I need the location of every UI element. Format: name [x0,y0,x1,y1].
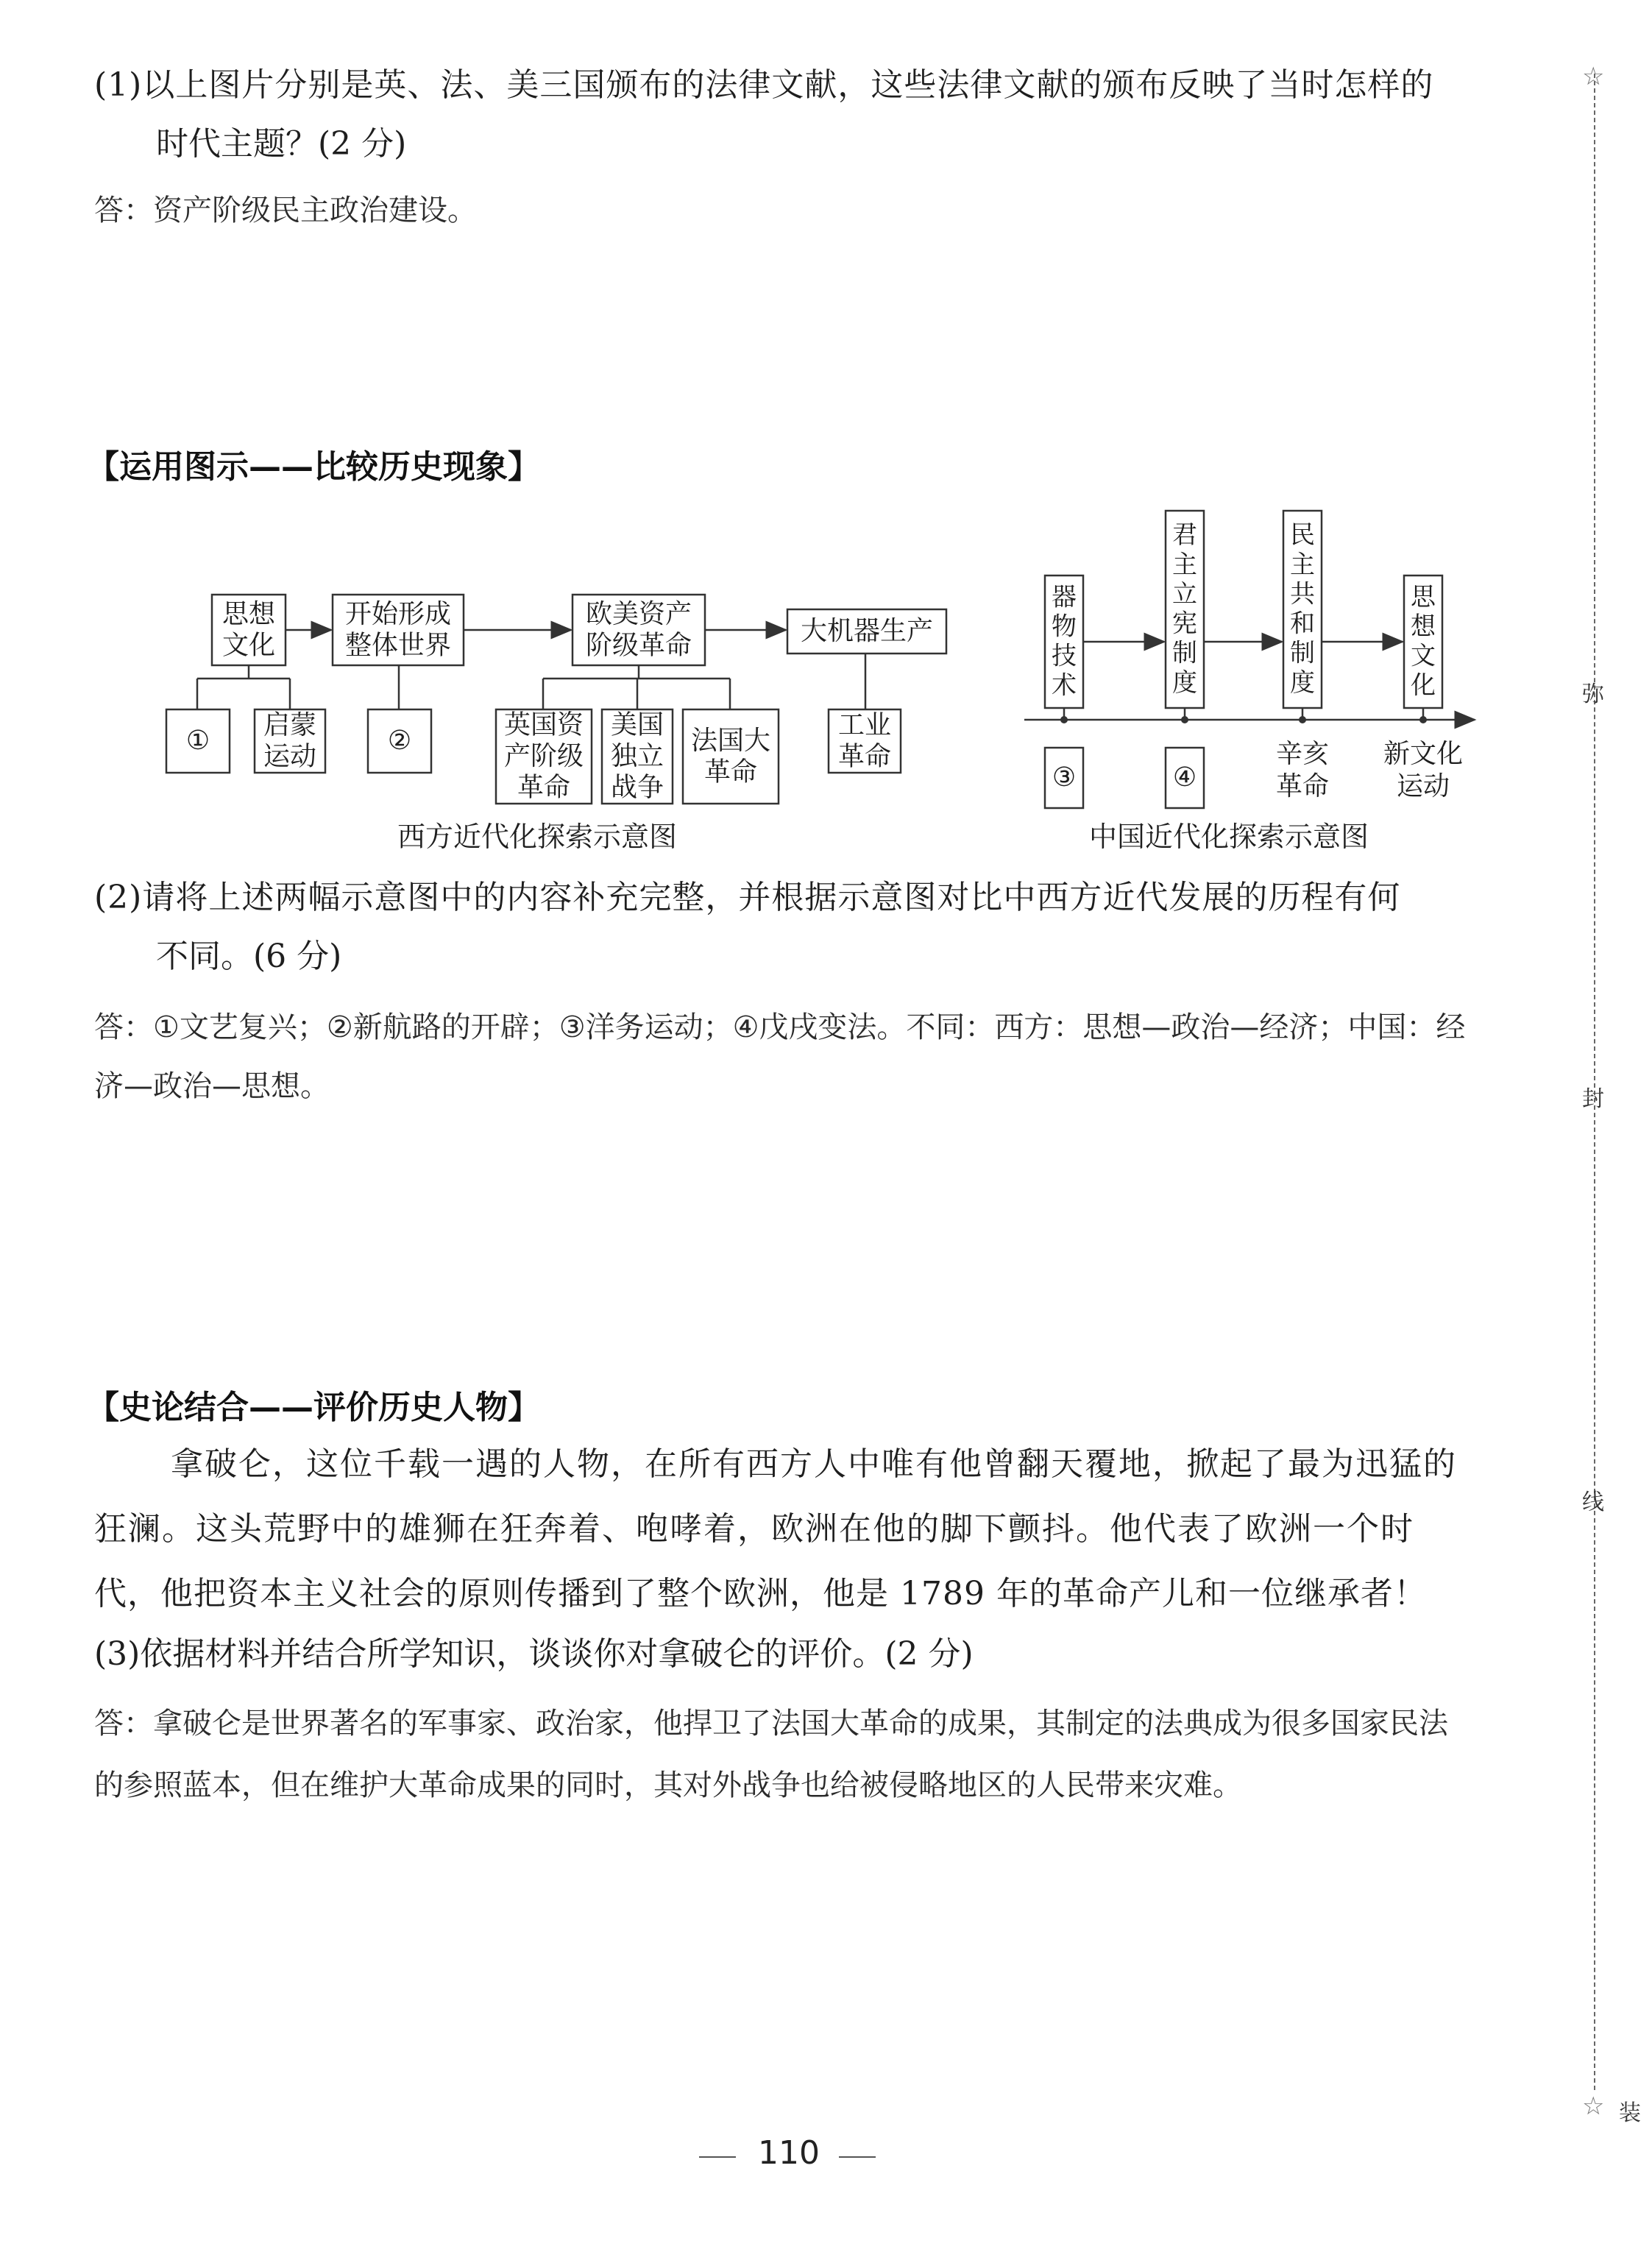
west-sub-box-1 [166,709,230,773]
margin-char-2: 封 [1582,1086,1604,1112]
west-sub-box-5-text: 独立 [610,741,664,772]
china-event-1: 革命 [1275,771,1330,801]
china-caption: 中国近代化探索示意图 [1089,821,1369,853]
china-top-box-4 [1404,576,1442,708]
west-sub-box-4-text: 革命 [517,772,571,803]
china-top-box-1-text: 技 [1052,641,1077,671]
west-top-box-1 [212,595,286,665]
china-top-box-2 [1166,511,1204,708]
china-top-box-3-text: 和 [1290,609,1315,639]
passage-line3: 代，他把资本主义社会的原则传播到了整个欧洲，他是 1789 年的革命产儿和一位继承者！ [94,1575,1427,1612]
margin-char-4: 装 [1619,2100,1641,2126]
west-sub-box-5 [602,709,673,804]
west-top-box-1-text: 思想 [221,598,276,629]
west-top-box-2-text: 整体世界 [344,630,452,661]
west-diagram [166,595,946,804]
timeline-dot [1060,716,1068,723]
china-top-box-3-text: 制 [1290,638,1315,668]
china-top-box-1-text: 物 [1052,612,1077,642]
china-top-box-3-text: 共 [1290,579,1315,609]
west-sub-box-4-text: 英国资 [503,709,584,740]
china-top-box-2-text: 度 [1172,667,1197,698]
passage-line1: 拿破仑，这位千载一遇的人物，在所有西方人中唯有他曾翻天覆地，掀起了最为迅猛的 [171,1445,1457,1483]
west-sub-box-3 [368,709,431,773]
page-number: 110 [758,2134,820,2172]
west-sub-box-7 [829,709,901,773]
q2-line2: 不同。(6 分) [156,938,342,975]
q1-line1: (1)以上图片分别是英、法、美三国颁布的法律文献，这些法律文献的颁布反映了当时怎样的 [94,66,1434,104]
west-caption: 西方近代化探索示意图 [397,821,678,853]
china-top-box-3-text: 民 [1290,520,1315,550]
west-sub-box-5-text: 美国 [610,709,664,740]
china-bottom-box-2 [1166,748,1204,808]
china-top-box-3 [1283,511,1322,708]
q1-line2: 时代主题？(2 分) [156,125,407,163]
china-top-box-4-text: 想 [1411,612,1436,642]
west-top-box-3-text: 阶级革命 [585,630,692,661]
timeline-dot [1299,716,1306,723]
china-bottom-box-2-text: ④ [1172,762,1197,793]
west-top-box-1-text: 文化 [221,630,276,661]
q3-answer [94,1693,1448,1816]
q2-answer [94,998,1465,1116]
timeline-dot [1419,716,1427,723]
west-sub-box-7-text: 革命 [837,741,892,772]
china-top-box-2-text: 制 [1172,638,1197,668]
west-top-box-2 [333,595,464,665]
west-sub-box-4-text: 产阶级 [503,741,584,772]
china-top-box-2-text: 君 [1172,520,1197,550]
timeline-dot [1181,716,1188,723]
section1-title: 【运用图示——比较历史现象】 [87,448,540,486]
west-top-box-3 [572,595,705,665]
china-bottom-box-1-text: ③ [1052,762,1077,793]
q3-question: (3)依据材料并结合所学知识，谈谈你对拿破仑的评价。(2 分) [94,1635,974,1673]
section2-title: 【史论结合——评价历史人物】 [87,1389,540,1426]
china-top-box-1-text: 器 [1052,582,1077,612]
west-sub-box-2-text: 运动 [263,741,317,772]
china-top-box-1-text: 术 [1052,670,1077,701]
china-event-1: 辛亥 [1275,739,1330,769]
q1-answer: 答：资产阶级民主政治建设。 [94,194,477,227]
margin-char-1: 弥 [1582,681,1604,707]
star-icon: ☆ [1582,2092,1605,2121]
margin-char-3: 线 [1582,1490,1604,1515]
west-sub-box-6 [683,709,779,804]
q2-text [94,868,1566,986]
napoleon-passage [94,1432,1566,1626]
china-event-2: 运动 [1396,771,1450,801]
west-sub-box-2-text: 启蒙 [263,709,317,740]
west-sub-box-6-text: 革命 [703,757,758,787]
star-icon: ☆ [1582,62,1605,91]
china-top-box-4-text: 化 [1411,670,1436,701]
west-sub-box-7-text: 工业 [837,709,892,740]
west-sub-box-4 [496,709,592,804]
west-sub-box-1-text: ① [185,726,210,757]
west-top-box-4 [787,609,946,654]
china-bottom-box-1 [1045,748,1083,808]
west-sub-box-2 [255,709,325,773]
west-sub-box-5-text: 战争 [610,772,664,803]
china-top-box-2-text: 立 [1172,579,1197,609]
q2-line1: (2)请将上述两幅示意图中的内容补充完整，并根据示意图对比中西方近代发展的历程有何 [94,879,1401,916]
china-top-box-4-text: 文 [1411,641,1436,671]
west-sub-box-6-text: 法国大 [690,725,771,756]
footer-dash-left [699,2156,736,2158]
q2-answer-line2: 济—政治—思想。 [94,1069,330,1103]
china-diagram [1024,511,1475,808]
q3-answer-line2: 的参照蓝本，但在维护大革命成果的同时，其对外战争也给被侵略地区的人民带来灾难。 [94,1768,1242,1802]
china-top-box-2-text: 宪 [1172,609,1197,639]
west-top-box-4-text: 大机器生产 [800,616,934,647]
page-footer [699,2134,890,2178]
china-top-box-3-text: 主 [1290,550,1315,580]
diagrams [0,0,1652,883]
footer-dash-right [839,2156,876,2158]
q2-answer-line1: 答：①文艺复兴；②新航路的开辟；③洋务运动；④戊戌变法。不同：西方：思想—政治—经济；中国：经 [94,1010,1466,1044]
west-sub-box-3-text: ② [387,726,412,757]
west-top-box-3-text: 欧美资产 [585,598,692,629]
china-top-box-1 [1045,576,1083,708]
china-top-box-3-text: 度 [1290,667,1315,698]
china-top-box-4-text: 思 [1411,582,1436,612]
q3-answer-line1: 答：拿破仑是世界著名的军事家、政治家，他捍卫了法国大革命的成果，其制定的法典成为很多国家民法 [94,1707,1448,1740]
china-top-box-2-text: 主 [1172,550,1197,580]
passage-line2: 狂澜。这头荒野中的雄狮在狂奔着、咆哮着，欧洲在他的脚下颤抖。他代表了欧洲一个时 [94,1510,1414,1548]
china-event-2: 新文化 [1383,739,1464,769]
west-top-box-2-text: 开始形成 [344,598,452,629]
